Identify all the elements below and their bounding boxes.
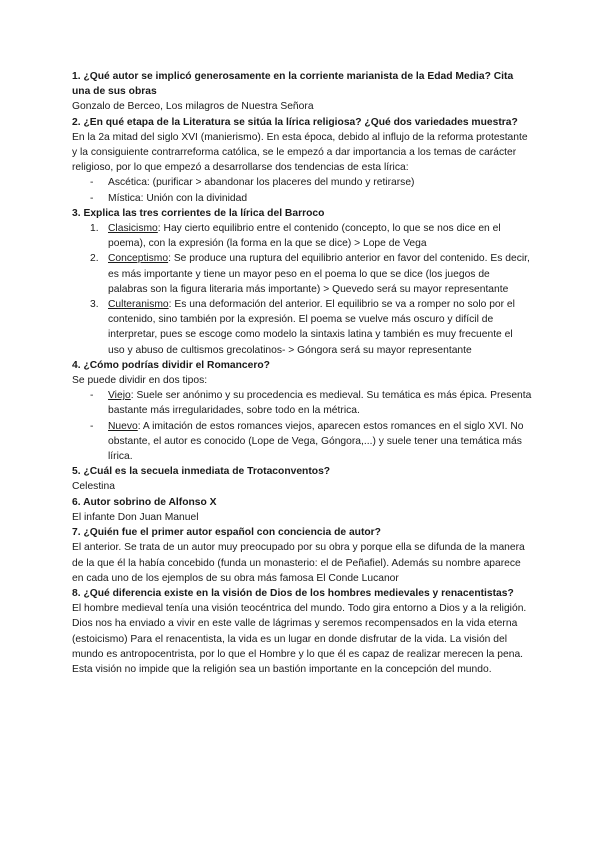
- term-clasicismo: Clasicismo: [108, 223, 158, 235]
- answer-5: Celestina: [72, 481, 115, 493]
- answer-8: El hombre medieval tenía una visión teocéntrica del mundo. Todo gira entorno a Dios y a la religión. Dios nos ha enviado a vivir en este valle de lágrimas y seremos recompensados en la vida eterna (estoicismo) Para el renacentista, la vida es un lugar en donde disfrutar de la vida. La visión del mundo es antropocentrista, por lo que el Hombre y lo que él es capaz de realizar merecen la pena. Esta visión no impide que la religión sea un bastión importante en la concepción del mundo.: [72, 603, 527, 675]
- list-item: - Ascética: (purificar > abandonar los placeres del mundo y retirarse): [108, 175, 532, 190]
- list-item: 3. Culteranismo: Es una deformación del anterior. El equilibrio se va a romper no solo por el contenido, sino también por la expresión. El poema se vuelve más oscuro y difícil de interpretar, pues se escoge como modelo la sintaxis latina y también es muy frecuente el uso y abuso de cultismos grecolatinos- > Góngora será su mayor representante: [90, 299, 515, 356]
- question-3: 3. Explica las tres corrientes de la lírica del Barroco: [72, 207, 325, 219]
- question-5: 5. ¿Cuál es la secuela inmediata de Trotaconventos?: [72, 466, 331, 478]
- list-item: - Mística: Unión con la divinidad: [108, 191, 532, 206]
- list-item: - Viejo: Suele ser anónimo y su procedencia es medieval. Su temática es más épica. Presenta bastante más irregularidades, sobre todo en la métrica.: [108, 388, 532, 418]
- list-item: 2. Conceptismo: Se produce una ruptura del equilibrio anterior en favor del contenido. Es decir, es más importante y tiene un mayor peso en el poema lo que se dice (los juegos de palabras son la figura literaria más importante) > Quevedo será su mayor representante: [90, 253, 530, 295]
- question-4: 4. ¿Cómo podrías dividir el Romancero?: [72, 359, 270, 371]
- answer-4: Se puede dividir en dos tipos:: [72, 375, 208, 387]
- list-item: - Nuevo: A imitación de estos romances viejos, aparecen estos romances en el siglo XVI. No obstante, el autor es conocido (Lope de Vega, Góngora,...) y suele tener una temática más lírica.: [108, 419, 532, 465]
- question-8: 8. ¿Qué diferencia existe en la visión de Dios de los hombres medievales y renacentistas?: [72, 587, 514, 599]
- question-6: 6. Autor sobrino de Alfonso X: [72, 496, 217, 508]
- term-conceptismo: Conceptismo: [108, 253, 169, 265]
- question-7: 7. ¿Quién fue el primer autor español con conciencia de autor?: [72, 527, 381, 539]
- term-viejo: Viejo: [108, 390, 131, 402]
- answer-7: El anterior. Se trata de un autor muy preocupado por su obra y porque ella se difunda de la manera de la que él la había concebido (funda un monasterio: el de Peñafiel). Además su nombre aparece en cada uno de los ejemplos de su obra más famosa El Conde Lucanor: [72, 542, 525, 584]
- answer-4-list: [72, 388, 532, 464]
- question-1: 1. ¿Qué autor se implicó generosamente en la corriente marianista de la Edad Media? Cita una de sus obras: [72, 71, 514, 98]
- answer-1: Gonzalo de Berceo, Los milagros de Nuestra Señora: [72, 101, 314, 113]
- answer-2-list: [72, 175, 532, 205]
- answer-3-list: [72, 221, 532, 358]
- answer-6: El infante Don Juan Manuel: [72, 511, 199, 523]
- term-culteranismo: Culteranismo: [108, 299, 169, 311]
- term-nuevo: Nuevo: [108, 420, 138, 432]
- list-item: 1. Clasicismo: Hay cierto equilibrio entre el contenido (concepto, lo que se nos dice en el poema), con la expresión (la forma en la que se dice) > Lope de Vega: [90, 223, 501, 250]
- document-body: [72, 69, 532, 677]
- question-2: 2. ¿En qué etapa de la Literatura se sitúa la lírica religiosa? ¿Qué dos variedades muestra?: [72, 116, 518, 128]
- answer-2: En la 2a mitad del siglo XVI (manierismo). En esta época, debido al influjo de la reforma protestante y la consiguiente contrarreforma católica, se le empezó a dar importancia a los temas de carácter religioso, por lo que empezó a desarrollarse dos tendencias de esta lírica:: [72, 131, 528, 174]
